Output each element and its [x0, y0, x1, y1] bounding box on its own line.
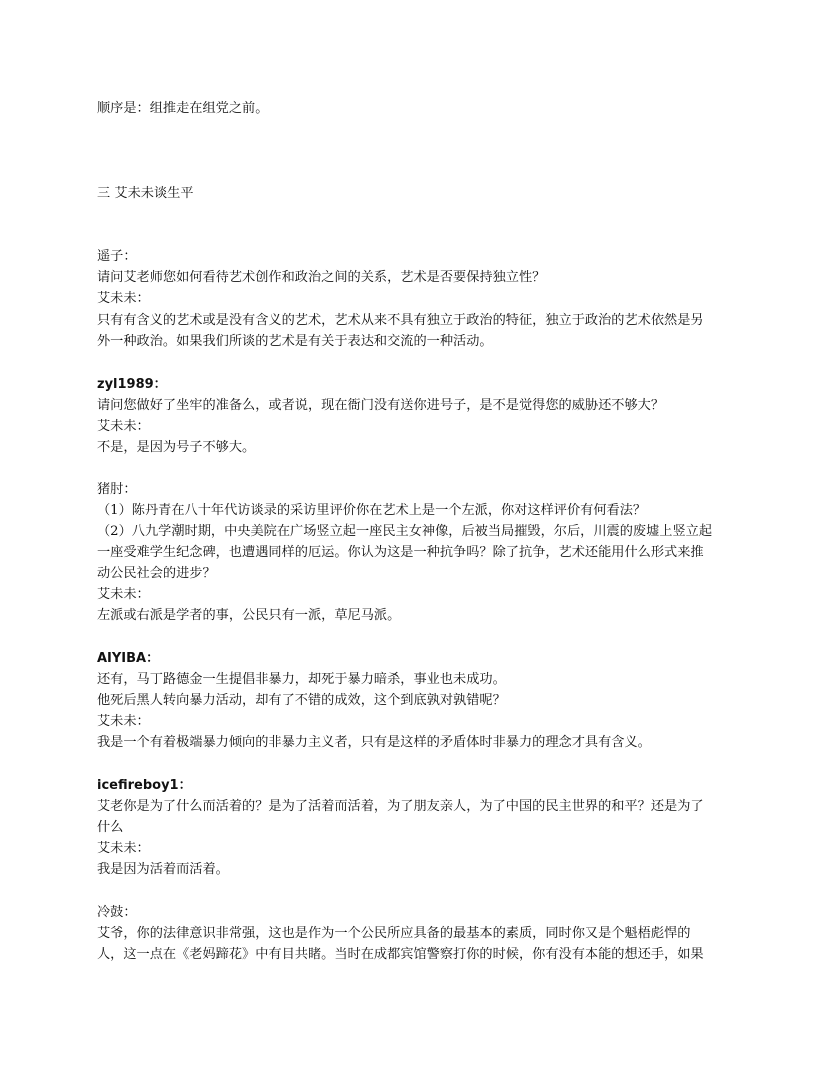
- qa-user: zyl1989：: [97, 377, 167, 392]
- qa-responder: 艾未未：: [97, 714, 150, 729]
- qa-responder: 艾未未：: [97, 291, 150, 306]
- qa-responder: 艾未未：: [97, 419, 150, 434]
- qa-responder: 艾未未：: [97, 587, 150, 602]
- qa-question-line: 还有，马丁路德金一生提倡非暴力，却死于暴力暗杀，事业也未成功。: [97, 672, 506, 687]
- qa-question-line: 人，这一点在《老妈蹄花》中有目共睹。当时在成都宾馆警察打你的时候，你有没有本能的想还手，如果: [97, 947, 704, 962]
- qa-question-line: 请问您做好了坐牢的准备么，或者说，现在衙门没有送你进号子，是不是觉得您的威胁还不够大？: [97, 398, 665, 413]
- qa-question-line: 艾爷，你的法律意识非常强，这也是作为一个公民所应具备的最基本的素质，同时你又是个魁梧彪悍的: [97, 926, 691, 941]
- qa-user: icefireboy1：: [97, 778, 192, 793]
- qa-answer-line: 左派或右派是学者的事，公民只有一派，草尼马派。: [97, 608, 401, 623]
- intro-line: 顺序是：组推走在组党之前。: [97, 101, 269, 116]
- qa-user: 猪肘：: [97, 482, 137, 497]
- qa-question-line: 动公民社会的进步？: [97, 566, 216, 581]
- qa-user: AIYIBA：: [97, 651, 160, 666]
- qa-question-line: （2）八九学潮时期，中央美院在广场竖立起一座民主女神像，后被当局摧毁，尔后，川震的废墟上竖立起: [97, 524, 713, 539]
- qa-question-line: 请问艾老师您如何看待艺术创作和政治之间的关系，艺术是否要保持独立性？: [97, 270, 546, 285]
- qa-responder: 艾未未：: [97, 841, 150, 856]
- qa-question-line: 一座受难学生纪念碑，也遭遇同样的厄运。你认为这是一种抗争吗？除了抗争，艺术还能用什么形式来推: [97, 545, 704, 560]
- qa-question-line: 他死后黑人转向暴力活动，却有了不错的成效，这个到底孰对孰错呢？: [97, 693, 506, 708]
- qa-answer-line: 只有有含义的艺术或是没有含义的艺术，艺术从来不具有独立于政治的特征，独立于政治的艺术依然是另: [97, 313, 704, 328]
- section-title: 三 艾未未谈生平: [97, 186, 194, 201]
- qa-question-line: （1）陈丹青在八十年代访谈录的采访里评价你在艺术上是一个左派，你对这样评价有何看法？: [97, 503, 647, 518]
- qa-answer-line: 不是，是因为号子不够大。: [97, 440, 256, 455]
- qa-answer-line: 我是因为活着而活着。: [97, 862, 229, 877]
- qa-user: 遥子：: [97, 249, 137, 264]
- qa-question-line: 艾老你是为了什么而活着的？是为了活着而活着，为了朋友亲人，为了中国的民主世界的和平？还是为了: [97, 799, 704, 814]
- qa-question-line: 什么: [97, 820, 124, 835]
- qa-user: 冷鼓：: [97, 905, 137, 920]
- qa-answer-line: 我是一个有着极端暴力倾向的非暴力主义者，只有是这样的矛盾体时非暴力的理念才具有含义。: [97, 735, 651, 750]
- qa-answer-line: 外一种政治。如果我们所谈的艺术是有关于表达和交流的一种活动。: [97, 334, 493, 349]
